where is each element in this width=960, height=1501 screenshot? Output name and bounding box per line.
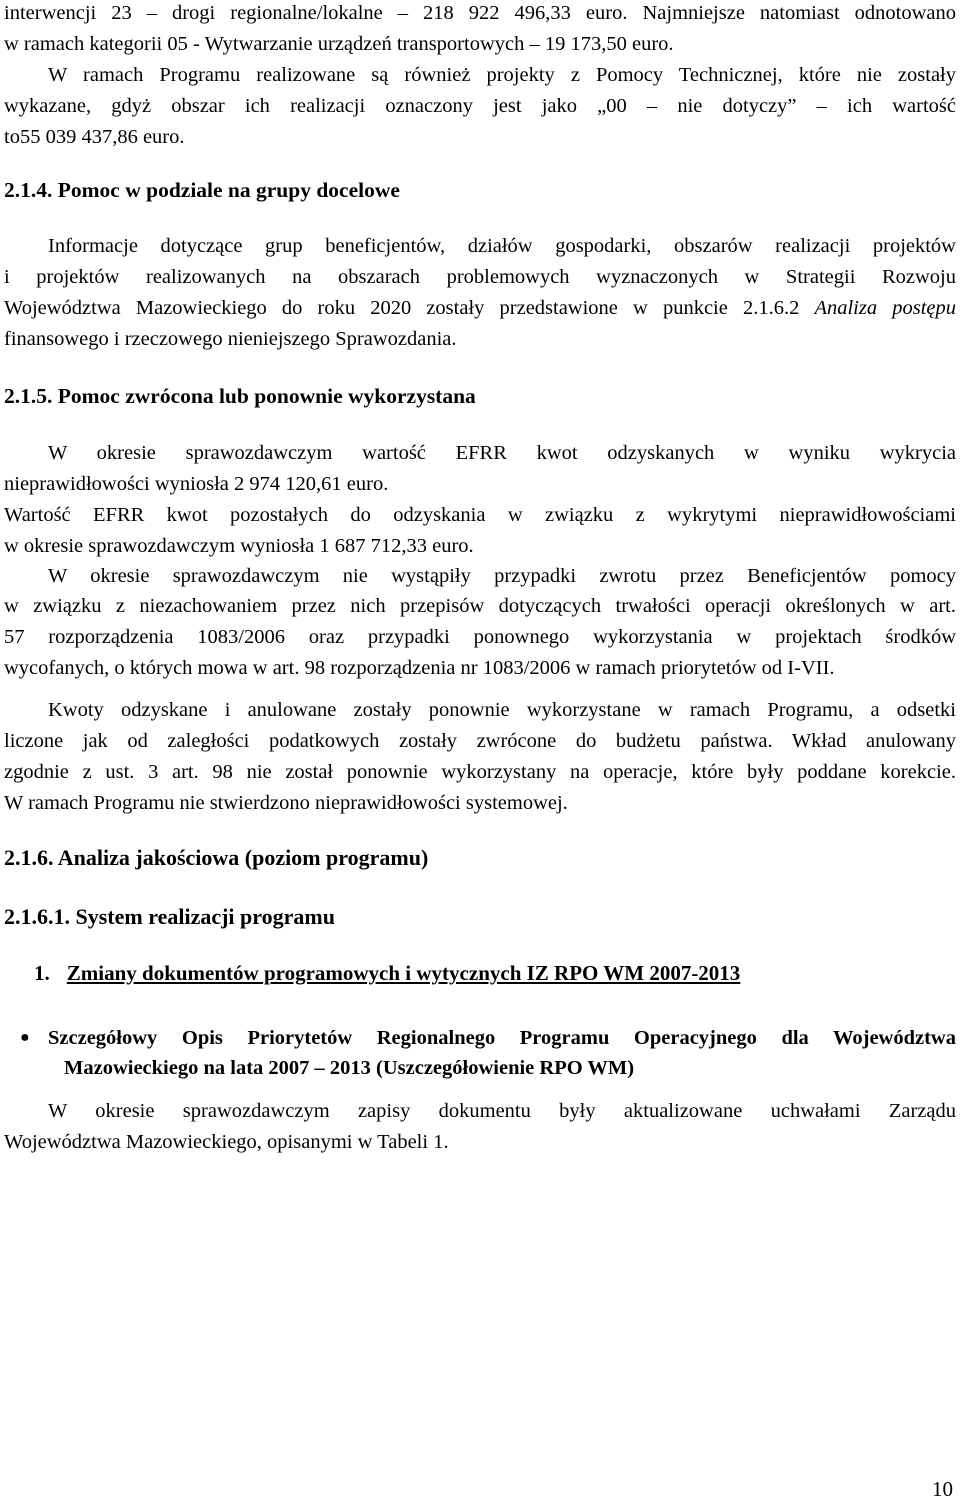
text-span: Województwa Mazowieckiego do roku 2020 zostały przedstawione w punkcie 2.1.6.2 (4, 297, 815, 319)
text-line: liczone jak od zaległości podatkowych zostały zwrócone do budżetu państwa. Wkład anulowany (4, 730, 956, 752)
bullet-icon: ● (20, 1029, 30, 1046)
text-line: to55 039 437,86 euro. (4, 126, 185, 148)
section-heading: 2.1.6. Analiza jakościowa (poziom programu) (4, 845, 429, 870)
text-line: w okresie sprawozdawczym wyniosła 1 687 712,33 euro. (4, 535, 474, 557)
text-line: i projektów realizowanych na obszarach problemowych wyznaczonych w Strategii Rozwoju (4, 266, 956, 288)
text-line (4, 295, 956, 321)
text-line: wycofanych, o których mowa w art. 98 rozporządzenia nr 1083/2006 w ramach priorytetów od I-VII. (4, 657, 835, 679)
text-line: Wartość EFRR kwot pozostałych do odzyskania w związku z wykrytymi nieprawidłowościami (4, 504, 956, 526)
text-line: W okresie sprawozdawczym wartość EFRR kwot odzyskanych w wyniku wykrycia (48, 442, 956, 464)
subsection-heading: 2.1.6.1. System realizacji programu (4, 904, 335, 929)
text-line: zgodnie z ust. 3 art. 98 nie został ponownie wykorzystany na operacje, które były poddane korekcie. (4, 761, 956, 783)
text-line: wykazane, gdyż obszar ich realizacji oznaczony jest jako „00 – nie dotyczy” – ich wartość (4, 95, 956, 117)
numbered-item (34, 960, 740, 986)
text-line: 57 rozporządzenia 1083/2006 oraz przypadki ponownego wykorzystania w projektach środków (4, 626, 956, 648)
text-line: Informacje dotyczące grup beneficjentów, działów gospodarki, obszarów realizacji projektów (48, 235, 956, 257)
text-line: nieprawidłowości wyniosła 2 974 120,61 euro. (4, 473, 389, 495)
text-line: Kwoty odzyskane i anulowane zostały ponownie wykorzystane w ramach Programu, a odsetki (48, 699, 956, 721)
text-line: W okresie sprawozdawczym nie wystąpiły przypadki zwrotu przez Beneficjentów pomocy (48, 565, 956, 587)
text-line: Województwa Mazowieckiego, opisanymi w Tabeli 1. (4, 1131, 449, 1153)
page-number: 10 (932, 1477, 953, 1501)
italic-reference: Analiza postępu (814, 297, 956, 319)
section-heading: 2.1.5. Pomoc zwrócona lub ponownie wykorzystana (4, 384, 476, 408)
text-line: W ramach Programu nie stwierdzono nieprawidłowości systemowej. (4, 792, 568, 814)
text-line: W ramach Programu realizowane są również projekty z Pomocy Technicznej, które nie zostały (48, 64, 956, 86)
text-line: W okresie sprawozdawczym zapisy dokumentu były aktualizowane uchwałami Zarządu (48, 1100, 956, 1122)
section-heading: 2.1.4. Pomoc w podziale na grupy docelowe (4, 178, 400, 202)
text-line: finansowego i rzeczowego nieniejszego Sprawozdania. (4, 328, 457, 350)
text-line: w związku z niezachowaniem przez nich przepisów dotyczących trwałości operacji określonych w art. (4, 595, 956, 617)
item-number: 1. (34, 961, 50, 985)
bullet-text-line: Szczegółowy Opis Priorytetów Regionalnego Programu Operacyjnego dla Województwa (48, 1027, 956, 1049)
bullet-text-line: Mazowieckiego na lata 2007 – 2013 (Uszczegółowienie RPO WM) (64, 1057, 635, 1079)
text-line: w ramach kategorii 05 - Wytwarzanie urządzeń transportowych – 19 173,50 euro. (4, 33, 674, 55)
item-title: Zmiany dokumentów programowych i wytycznych IZ RPO WM 2007-2013 (66, 961, 741, 985)
text-line: interwencji 23 – drogi regionalne/lokalne – 218 922 496,33 euro. Najmniejsze natomiast odnotowano (4, 2, 956, 24)
